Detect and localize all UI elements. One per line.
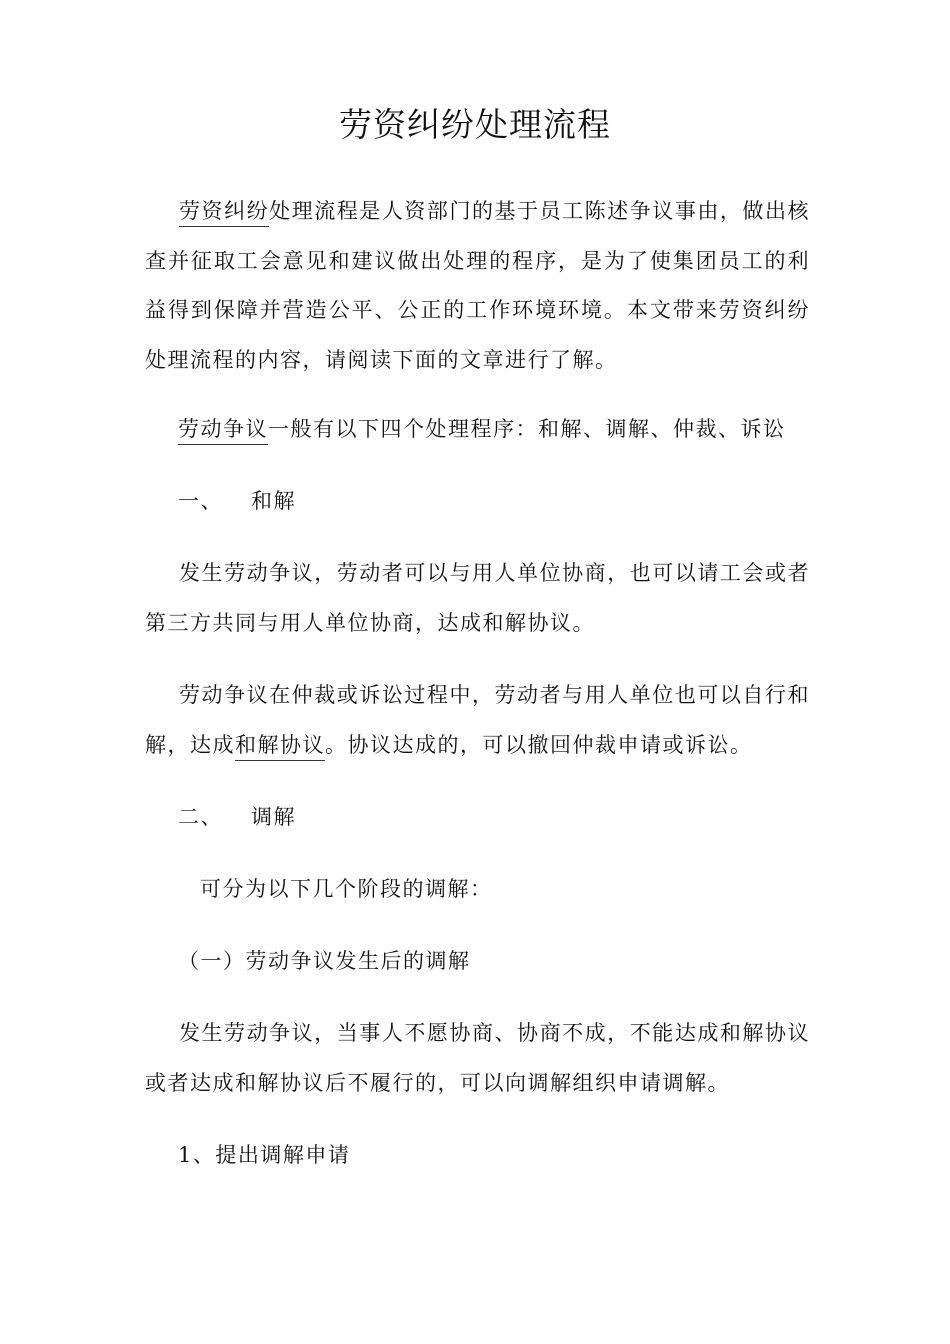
intro-text: 处理流程是人资部门的基于员工陈述争议事由，做出核查并征取工会意见和建议做出处理的程序，是为了使集团员工的利益得到保障并营造公平、公正的工作环境环境。本文带来劳资纠纷处理流程的内容，请阅读下面的文章进行了解。 — [145, 199, 811, 372]
overview-paragraph — [178, 414, 786, 444]
section-number: 一、 — [178, 489, 223, 513]
section-number: 二、 — [178, 805, 223, 829]
list-item-1: 1、提出调解申请 — [178, 1143, 351, 1167]
overview-text: 一般有以下四个处理程序：和解、调解、仲裁、诉讼 — [268, 417, 786, 441]
stages-intro: 可分为以下几个阶段的调解： — [200, 877, 493, 901]
paragraph-3: 发生劳动争议，当事人不愿协商、协商不成，不能达成和解协议或者达成和解协议后不履行的，可以向调解组织申请调解。 — [145, 1021, 810, 1095]
intro-paragraph — [145, 187, 810, 385]
paragraph-2-link[interactable]: 和解协议 — [235, 733, 325, 761]
subsection-heading-1: （一）劳动争议发生后的调解 — [178, 949, 471, 973]
paragraph-2 — [145, 671, 810, 770]
overview-link[interactable]: 劳动争议 — [178, 417, 268, 445]
section-heading-1 — [178, 486, 296, 516]
intro-link[interactable]: 劳资纠纷 — [179, 199, 269, 227]
paragraph-2-text: 劳动争议在仲裁或诉讼过程中，劳动者与用人单位也可以自行和解，达成 — [145, 683, 810, 757]
section-heading-2 — [178, 802, 296, 832]
section-title: 调解 — [251, 805, 296, 829]
page-title: 劳资纠纷处理流程 — [339, 105, 611, 144]
paragraph-2-text-end: 。协议达成的，可以撤回仲裁申请或诉讼。 — [325, 732, 753, 757]
paragraph-1: 发生劳动争议，劳动者可以与用人单位协商，也可以请工会或者第三方共同与用人单位协商，达成和解协议。 — [145, 561, 810, 635]
section-title: 和解 — [251, 489, 296, 513]
